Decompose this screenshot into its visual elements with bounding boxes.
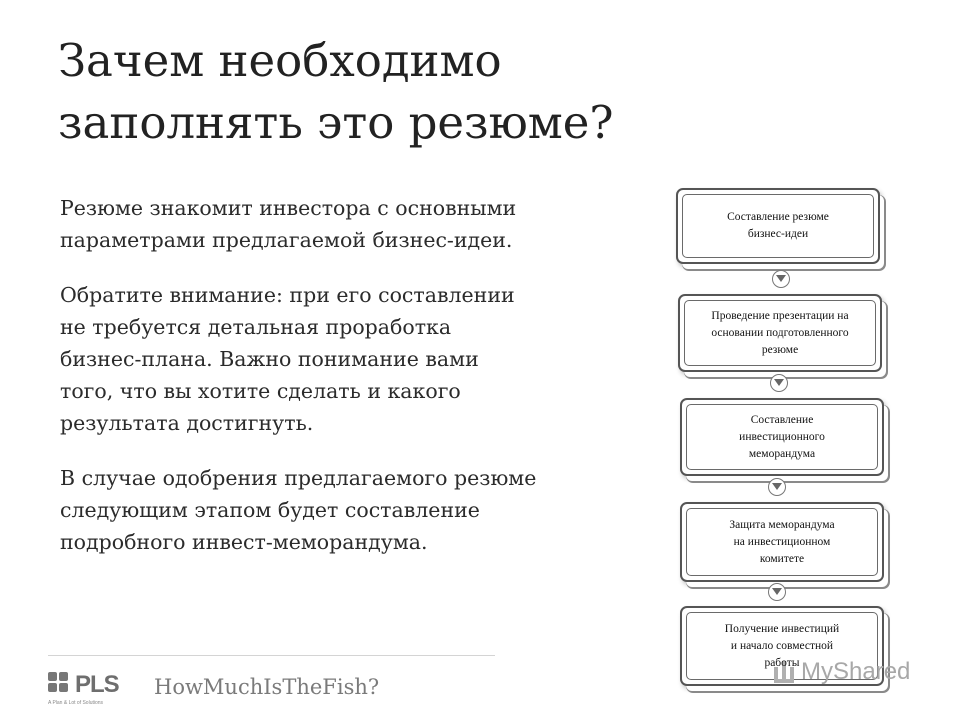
flow-step-text: комитете bbox=[759, 552, 805, 565]
flow-step-text: Составление резюме bbox=[727, 211, 829, 223]
pls-logo-text: PLS bbox=[75, 671, 119, 698]
flow-step-text: инвестиционного bbox=[739, 430, 825, 443]
flow-step-text: Проведение презентации на bbox=[711, 309, 849, 322]
footer-divider bbox=[48, 655, 495, 656]
flow-step-text: работы bbox=[764, 656, 800, 669]
text-line: не требуется детальная проработка bbox=[60, 315, 452, 339]
paragraph bbox=[60, 192, 620, 256]
text-line: В случае одобрения предлагаемого резюме bbox=[60, 466, 537, 490]
text-line: результата достигнуть. bbox=[60, 411, 314, 435]
pls-logo-tagline: A Plan & Lot of Solutions bbox=[48, 700, 104, 706]
title-line: Зачем необходимо bbox=[58, 34, 502, 87]
text-line: Резюме знакомит инвестора с основными bbox=[60, 196, 517, 220]
text-line: параметрами предлагаемой бизнес-идеи. bbox=[60, 228, 513, 252]
text-line: следующим этапом будет составление bbox=[60, 498, 480, 522]
slide-title bbox=[58, 30, 698, 154]
chevron-down-circle-icon bbox=[768, 478, 786, 496]
flow-step-text: Защита меморандума bbox=[729, 518, 835, 531]
chevron-down-circle-icon bbox=[772, 270, 790, 288]
watermark-text: MyShared bbox=[801, 658, 911, 685]
paragraph bbox=[60, 462, 620, 558]
slide-body bbox=[60, 192, 620, 581]
flow-step-text: основании подготовленного bbox=[711, 326, 849, 339]
text-line: того, что вы хотите сделать и какого bbox=[60, 379, 461, 403]
flow-step-text: и начало совместной bbox=[730, 639, 834, 652]
flow-step-text: меморандума bbox=[748, 447, 816, 460]
pls-dots-icon bbox=[48, 672, 72, 696]
title-line: заполнять это резюме? bbox=[58, 96, 614, 149]
paragraph bbox=[60, 279, 620, 439]
flow-step-text: на инвестиционном bbox=[733, 535, 831, 548]
text-line: подробного инвест-меморандума. bbox=[60, 530, 428, 554]
text-line: Обратите внимание: при его составлении bbox=[60, 283, 515, 307]
text-line: бизнес-плана. Важно понимание вами bbox=[60, 347, 479, 371]
flow-step-3 bbox=[680, 398, 884, 476]
flow-step-text: Составление bbox=[750, 413, 814, 426]
chevron-down-circle-icon bbox=[768, 583, 786, 601]
flow-step-text: бизнес-идеи bbox=[747, 228, 809, 240]
chevron-down-circle-icon bbox=[770, 374, 788, 392]
flow-step-text: резюме bbox=[761, 343, 799, 356]
flow-step-4 bbox=[680, 502, 884, 582]
flow-step-2 bbox=[678, 294, 882, 372]
flow-step-1 bbox=[676, 188, 880, 264]
brand-text: HowMuchIsTheFish? bbox=[154, 675, 380, 699]
flow-step-text: Получение инвестиций bbox=[724, 622, 840, 635]
pls-logo bbox=[48, 671, 119, 706]
